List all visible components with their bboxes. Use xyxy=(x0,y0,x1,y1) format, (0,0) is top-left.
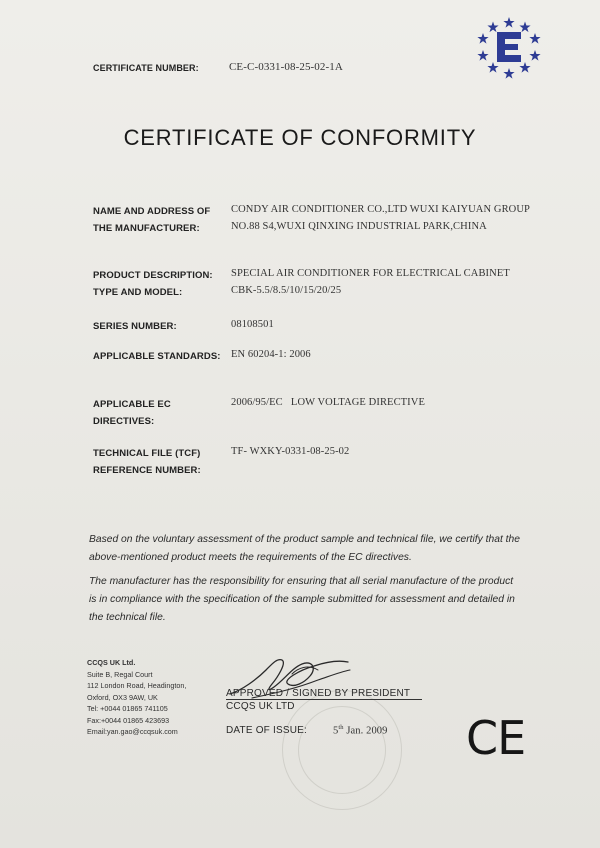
applicable-standards-value: EN 60204-1: 2006 xyxy=(231,349,311,360)
series-number-label: SERIES NUMBER: xyxy=(93,321,177,332)
product-description-value: SPECIAL AIR CONDITIONER FOR ELECTRICAL CABINET xyxy=(231,268,510,279)
manufacturer-label-1: NAME AND ADDRESS OF xyxy=(93,206,211,217)
ec-directives-value: 2006/95/EC LOW VOLTAGE DIRECTIVE xyxy=(231,397,425,408)
issuer-address-1: Suite B, Regal Court xyxy=(87,669,153,679)
issuer-address-3: Oxford, OX3 9AW, UK xyxy=(87,692,158,702)
date-of-issue-value xyxy=(333,724,388,737)
responsibility-line-1: The manufacturer has the responsibility for ensuring that all serial manufacture of the product xyxy=(89,576,514,587)
issuer-address-2: 112 London Road, Headington, xyxy=(87,681,187,690)
issuer-fax: Fax:+0044 01865 423693 xyxy=(87,715,170,725)
applicable-standards-label: APPLICABLE STANDARDS: xyxy=(93,351,221,362)
assessment-paragraph xyxy=(89,531,529,567)
signatory-organization: CCQS UK LTD xyxy=(226,701,295,712)
approved-signed-line: APPROVED / SIGNED BY PRESIDENT xyxy=(226,688,422,700)
date-of-issue-label: DATE OF ISSUE: xyxy=(226,725,307,736)
issuer-name: CCQS UK Ltd. xyxy=(87,658,136,667)
manufacturer-label-2: THE MANUFACTURER: xyxy=(93,223,200,234)
ec-directives-label-2: DIRECTIVES: xyxy=(93,416,155,427)
embossed-seal-inner xyxy=(298,706,386,794)
technical-file-label-1: TECHNICAL FILE (TCF) xyxy=(93,448,201,459)
type-model-value: CBK-5.5/8.5/10/15/20/25 xyxy=(231,285,342,296)
type-model-label: TYPE AND MODEL: xyxy=(93,287,183,298)
issuer-address-block xyxy=(87,657,186,738)
ce-mark: CE xyxy=(466,711,526,765)
responsibility-line-2: is in compliance with the specification of the sample submitted for assessment and detailed in xyxy=(89,594,515,605)
page-title: CERTIFICATE OF CONFORMITY xyxy=(123,125,477,150)
issuer-tel: Tel: +0044 01865 741105 xyxy=(87,704,168,713)
technical-file-label-2: REFERENCE NUMBER: xyxy=(93,465,201,476)
certificate-number-label: CERTIFICATE NUMBER: xyxy=(93,63,199,73)
issue-day: 5 xyxy=(333,725,339,737)
assessment-line-1: Based on the voluntary assessment of the product sample and technical file, we certify that the xyxy=(89,534,520,545)
issuer-email: Email:yan.gao@ccqsuk.com xyxy=(87,727,178,736)
issue-month-year: Jan. 2009 xyxy=(346,725,388,737)
manufacturer-value-2: NO.88 S4,WUXI QINXING INDUSTRIAL PARK,CHINA xyxy=(231,221,487,232)
ccqs-logo xyxy=(474,14,544,84)
issue-day-suffix: th xyxy=(338,724,344,731)
technical-file-value: TF- WXKY-0331-08-25-02 xyxy=(231,446,350,457)
responsibility-paragraph xyxy=(89,573,529,627)
series-number-value: 08108501 xyxy=(231,319,274,330)
assessment-line-2: above-mentioned product meets the requirements of the EC directives. xyxy=(89,552,412,563)
manufacturer-value-1: CONDY AIR CONDITIONER CO.,LTD WUXI KAIYUAN GROUP xyxy=(231,204,530,215)
ec-directives-label-1: APPLICABLE EC xyxy=(93,399,171,410)
product-description-label: PRODUCT DESCRIPTION: xyxy=(93,270,213,281)
certificate-number-value: CE-C-0331-08-25-02-1A xyxy=(229,61,343,73)
responsibility-line-3: the technical file. xyxy=(89,612,166,623)
